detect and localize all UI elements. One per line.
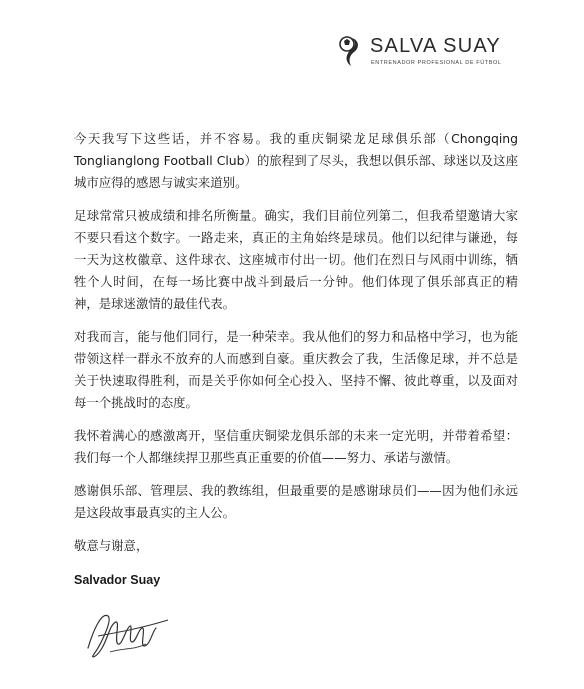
handwritten-signature	[80, 598, 180, 666]
brand-name: SALVA SUAY	[370, 35, 501, 57]
letter-paragraph: 我怀着满心的感激离开，坚信重庆铜梁龙俱乐部的未来一定光明，并带着希望：我们每一个人都继续捍卫那些真正重要的价值——努力、承诺与激情。	[74, 428, 518, 465]
letter-body	[74, 128, 518, 591]
letter-paragraph: 足球常常只被成绩和排名所衡量。确实，我们目前位列第二，但我希望邀请大家不要只看这个数字。一路走来，真正的主角始终是球员。他们以纪律与谦逊，每一天为这枚徽章、这件球衣、这座城市付出一切。他们在烈日与风雨中训练，牺牲个人时间，在每一场比赛中战斗到最后一分钟。他们体现了俱乐部真正的精神，是球迷激情的最佳代表。	[74, 208, 518, 311]
letter-paragraph: 对我而言，能与他们同行，是一种荣幸。我从他们的努力和品格中学习，也为能带领这样一群永不放弃的人而感到自豪。重庆教会了我，生活像足球，并不总是关于快速取得胜利，而是关乎你如何全心投入、坚持不懈、彼此尊重，以及面对每一个挑战时的态度。	[74, 329, 518, 410]
letterhead	[338, 34, 568, 74]
signatory-name: Salvador Suay	[74, 573, 161, 587]
letter-paragraph: 今天我写下这些话，并不容易。我的重庆铜梁龙足球俱乐部（Chongqing Tonglianglong Football Club）的旅程到了尽头，我想以俱乐部、球迷以及这座城市应得的感恩与诚实来道别。	[74, 131, 518, 190]
soccer-ball-logo-icon	[338, 34, 364, 68]
closing-salutation: 敬意与谢意，	[74, 538, 149, 553]
letter-paragraph: 感谢俱乐部、管理层、我的教练组，但最重要的是感谢球员们——因为他们永远是这段故事最真实的主人公。	[74, 483, 518, 520]
brand-tagline: ENTRENADOR PROFESIONAL DE FÚTBOL	[371, 60, 502, 66]
